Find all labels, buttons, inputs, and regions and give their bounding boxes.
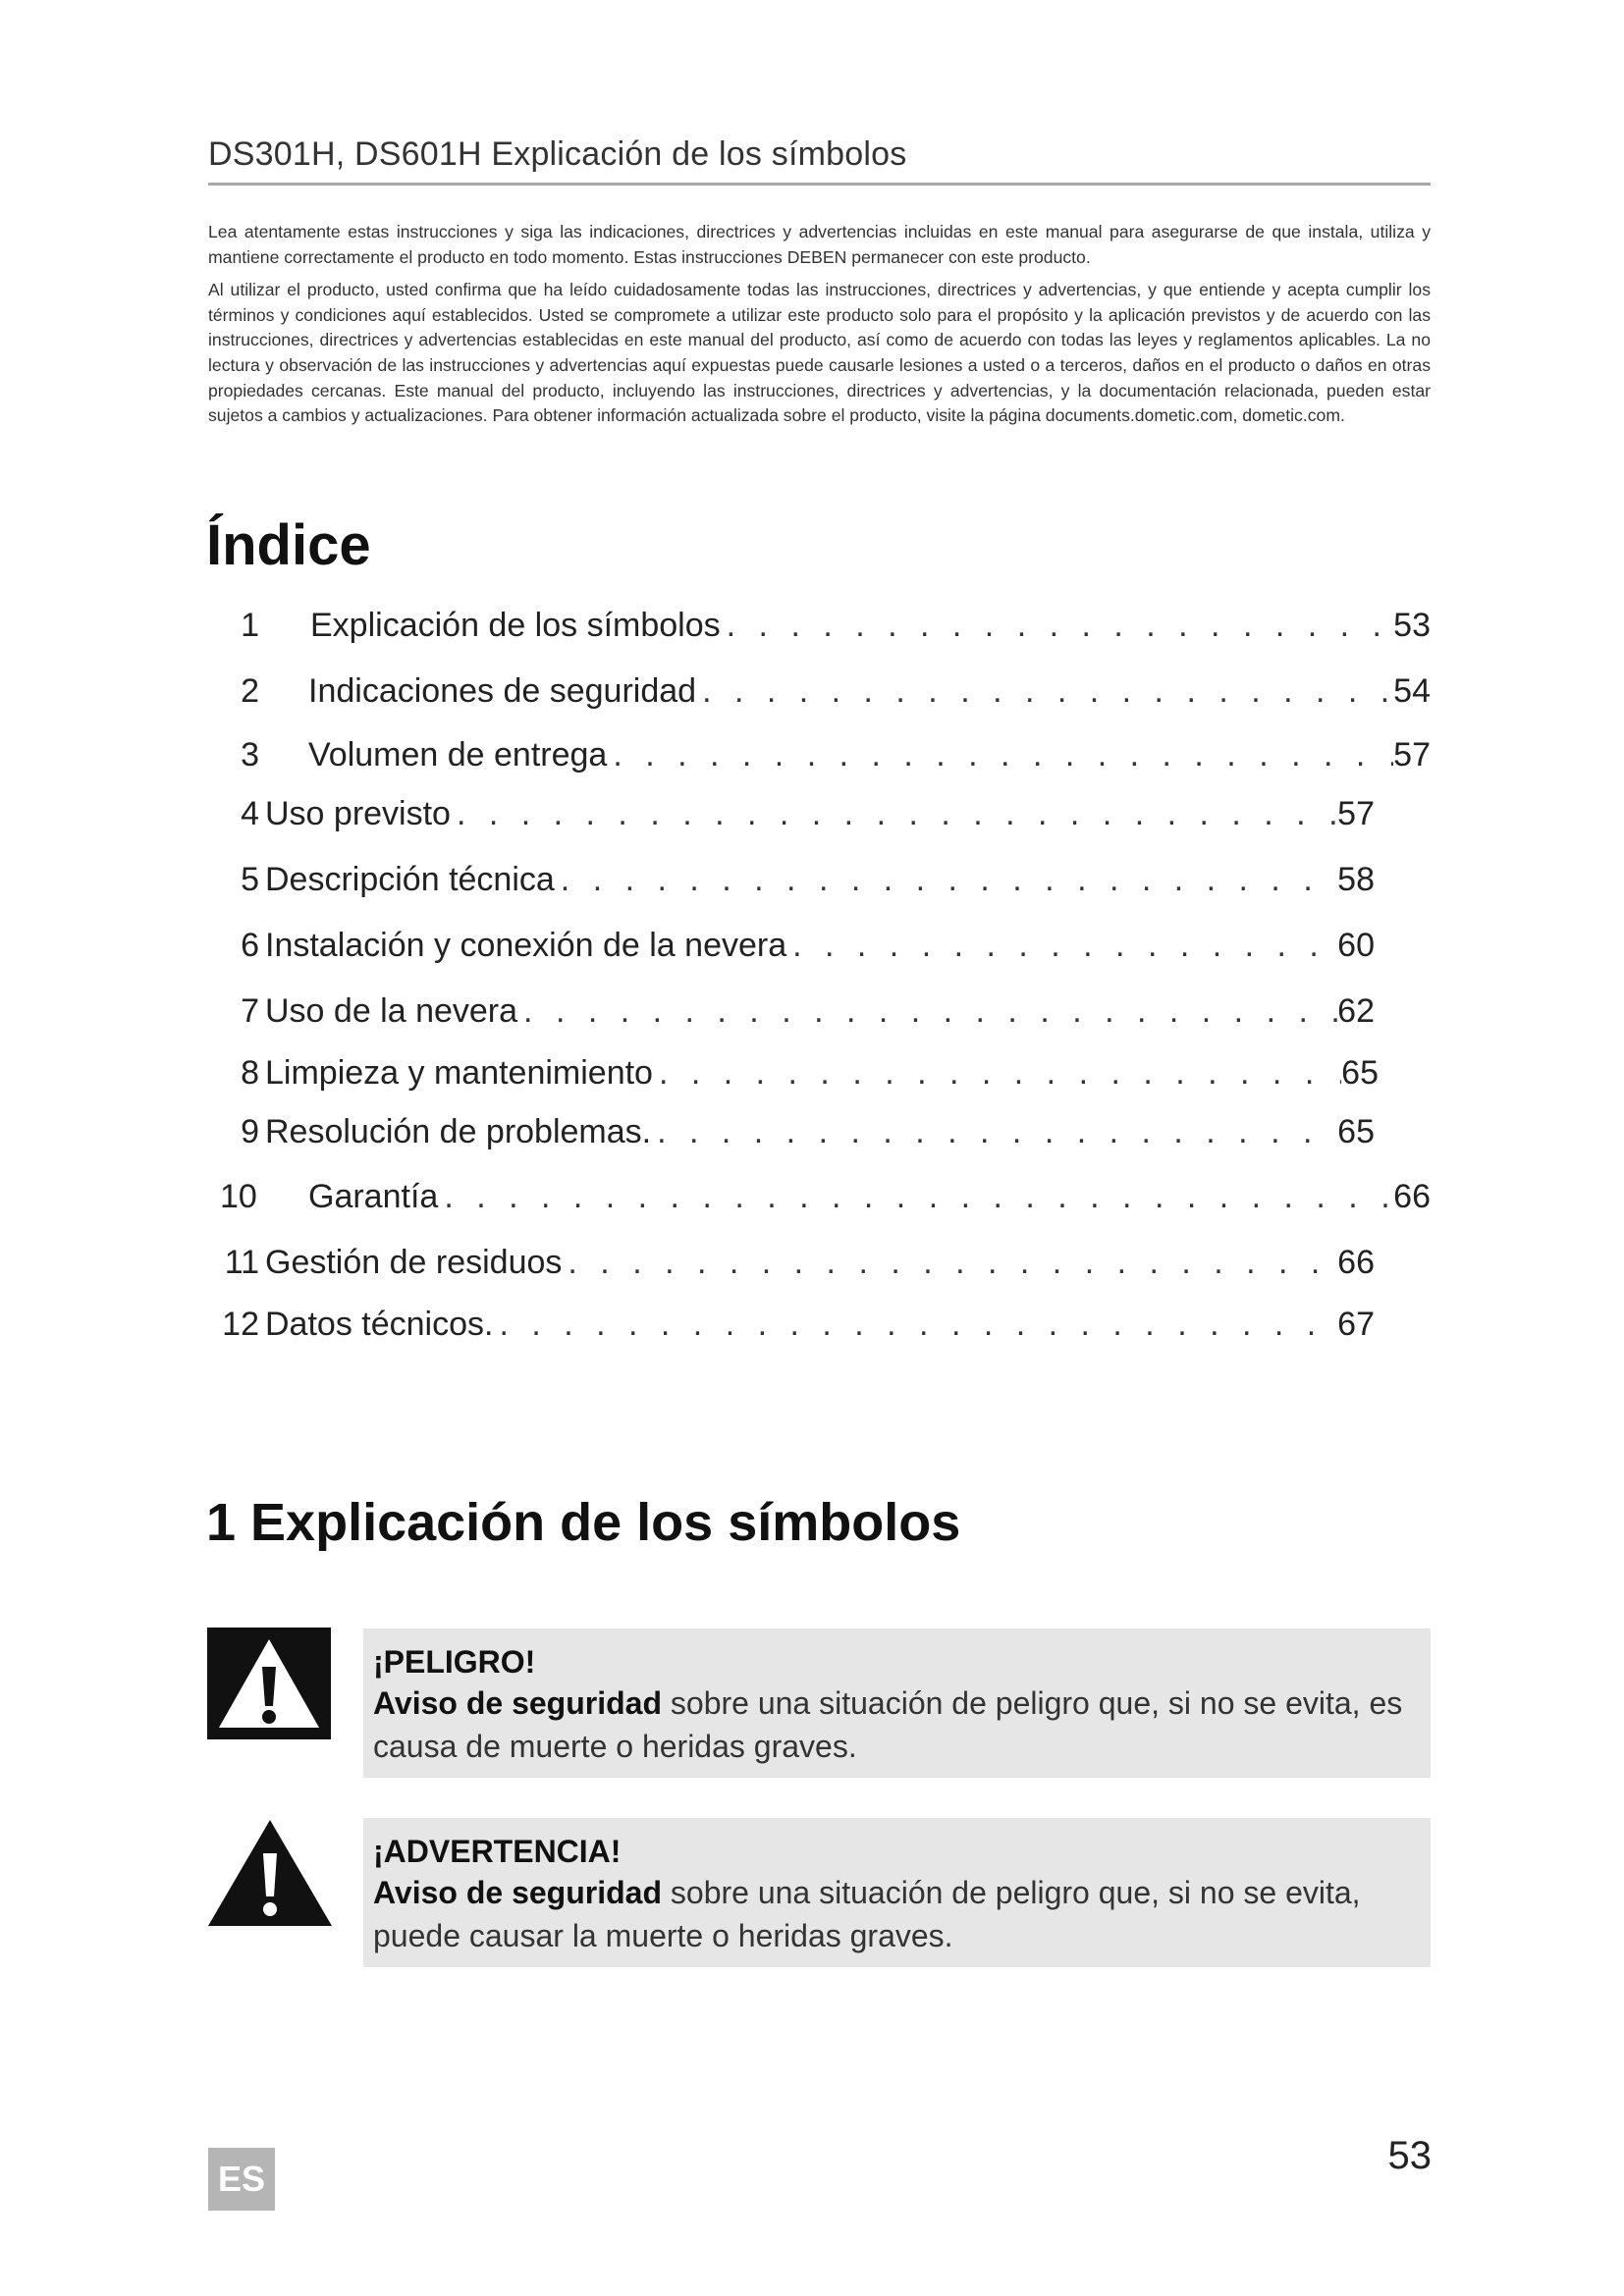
toc-leader-dots xyxy=(517,988,1337,1034)
toc-item[interactable] xyxy=(220,1302,1375,1347)
intro-text xyxy=(208,220,1431,437)
section-title: 1 Explicación de los símbolos xyxy=(206,1493,961,1552)
toc-item[interactable] xyxy=(234,791,1375,836)
toc-item-number: 4 xyxy=(241,795,259,832)
notice-heading: ¡ADVERTENCIA! xyxy=(373,1834,622,1869)
toc-item-title: Resolución de problemas. xyxy=(265,1113,652,1150)
toc-item-page: 57 xyxy=(1337,795,1375,832)
toc-item-title: Uso de la nevera xyxy=(265,992,518,1030)
notice-bold-lead: Aviso de seguridad xyxy=(373,1875,662,1910)
toc-item[interactable] xyxy=(220,1174,1431,1219)
notice-bold-lead: Aviso de seguridad xyxy=(373,1685,662,1721)
notice-body: sobre una situación de peligro que, si no se evita, puede causar la muerte o heridas graves. xyxy=(373,1875,1361,1953)
toc-item-title: Limpieza y mantenimiento xyxy=(265,1054,653,1092)
toc-item-page: 62 xyxy=(1337,992,1375,1030)
toc-title: Índice xyxy=(206,513,371,577)
toc-item[interactable] xyxy=(234,603,1431,648)
warning-notice xyxy=(363,1818,1431,1967)
toc-item-page: 66 xyxy=(1337,1244,1375,1281)
toc-item-number: 11 xyxy=(224,1244,259,1281)
toc-item-page: 66 xyxy=(1393,1178,1431,1215)
toc-item-number: 7 xyxy=(241,992,259,1030)
toc-item-number: 1 xyxy=(241,607,259,644)
toc-item[interactable] xyxy=(234,732,1431,777)
toc-item-page: 58 xyxy=(1337,861,1375,898)
toc-item[interactable] xyxy=(220,1240,1375,1285)
intro-paragraph-2: Al utilizar el producto, usted confirma que ha leído cuidadosamente todas las instrucciones, directrices y advertencias, y que entiende y acepta cumplir los términos y condiciones aquí establecidos. Usted se compromete a utilizar este producto solo para el propósito y la aplicación previstos y de acuerdo con las instrucciones, directrices y advertencias establecidas en este manual del producto, así como de acuerdo con todas las leyes y reglamentos aplicables. La no lectura y observación de las instrucciones y advertencias aquí expuestas puede causarle lesiones a usted o a terceros, daños en el producto o daños en otras propiedades cercanas. Este manual del producto, incluyendo las instrucciones, directrices y advertencias, y la documentación relacionada, pueden estar sujetos a cambios y actualizaciones. Para obtener información actualizada sobre el producto, visite la página documents.dometic.com, dometic.com. xyxy=(208,280,1431,426)
toc-item-page: 54 xyxy=(1393,672,1431,710)
header-rule xyxy=(208,183,1431,186)
toc-item-title: Datos técnicos. xyxy=(265,1306,494,1343)
toc-leader-dots xyxy=(651,1109,1337,1154)
toc-item-page: 53 xyxy=(1393,607,1431,644)
toc-item-title: Descripción técnica xyxy=(265,861,555,898)
language-badge: ES xyxy=(208,2148,275,2211)
toc-item[interactable] xyxy=(234,1109,1375,1154)
notice-heading: ¡PELIGRO! xyxy=(373,1644,536,1680)
toc-item-title: Uso previsto xyxy=(265,795,451,832)
toc-item-number: 10 xyxy=(220,1178,257,1215)
toc-item-page: 65 xyxy=(1341,1054,1379,1092)
toc-item-page: 67 xyxy=(1337,1306,1375,1343)
toc-leader-dots xyxy=(696,668,1393,714)
toc-leader-dots xyxy=(607,732,1393,777)
toc-item-page: 60 xyxy=(1337,927,1375,964)
toc-item-page: 57 xyxy=(1393,736,1431,774)
toc-leader-dots xyxy=(562,1240,1337,1285)
toc-item-number: 2 xyxy=(241,672,259,710)
toc-item-title: Indicaciones de seguridad xyxy=(308,672,697,710)
toc-item-number: 3 xyxy=(241,736,259,774)
toc-item[interactable] xyxy=(234,988,1375,1034)
toc-item-title: Volumen de entrega xyxy=(308,736,608,774)
toc-item-number: 12 xyxy=(222,1306,259,1343)
toc-item-number: 6 xyxy=(241,927,259,964)
running-header: DS301H, DS601H Explicación de los símbolos xyxy=(208,135,907,173)
toc-item-title: Gestión de residuos xyxy=(265,1244,563,1281)
toc-leader-dots xyxy=(493,1302,1337,1347)
toc-leader-dots xyxy=(555,857,1337,902)
toc-item-title: Explicación de los símbolos xyxy=(310,607,721,644)
toc-item-page: 65 xyxy=(1337,1113,1375,1150)
toc-leader-dots xyxy=(786,923,1337,968)
danger-warning-triangle-icon xyxy=(207,1628,331,1739)
toc-leader-dots xyxy=(451,791,1337,836)
toc-leader-dots xyxy=(721,603,1394,648)
toc-item-number: 5 xyxy=(241,861,259,898)
page-number: 53 xyxy=(1387,2134,1432,2177)
notice-body: sobre una situación de peligro que, si no se evita, es causa de muerte o heridas graves. xyxy=(373,1685,1403,1764)
toc-item-title: Instalación y conexión de la nevera xyxy=(265,927,787,964)
toc-item-number: 9 xyxy=(241,1113,259,1150)
toc-item[interactable] xyxy=(234,668,1431,714)
danger-notice xyxy=(363,1629,1431,1778)
toc-leader-dots xyxy=(438,1174,1393,1219)
notice-text xyxy=(373,1682,1421,1768)
toc-item-number: 8 xyxy=(241,1054,259,1092)
warning-triangle-icon xyxy=(207,1818,333,1928)
toc-item-title: Garantía xyxy=(308,1178,439,1215)
toc-item[interactable] xyxy=(234,857,1375,902)
toc-item[interactable] xyxy=(234,923,1375,968)
toc-leader-dots xyxy=(653,1050,1341,1095)
intro-paragraph-1: Lea atentamente estas instrucciones y siga las indicaciones, directrices y advertencias incluidas en este manual para asegurarse de que instala, utiliza y mantiene correctamente el producto en todo momento. Estas instrucciones DEBEN permanecer con este producto. xyxy=(208,222,1431,267)
notice-text xyxy=(373,1871,1421,1957)
toc-item[interactable] xyxy=(234,1050,1379,1095)
